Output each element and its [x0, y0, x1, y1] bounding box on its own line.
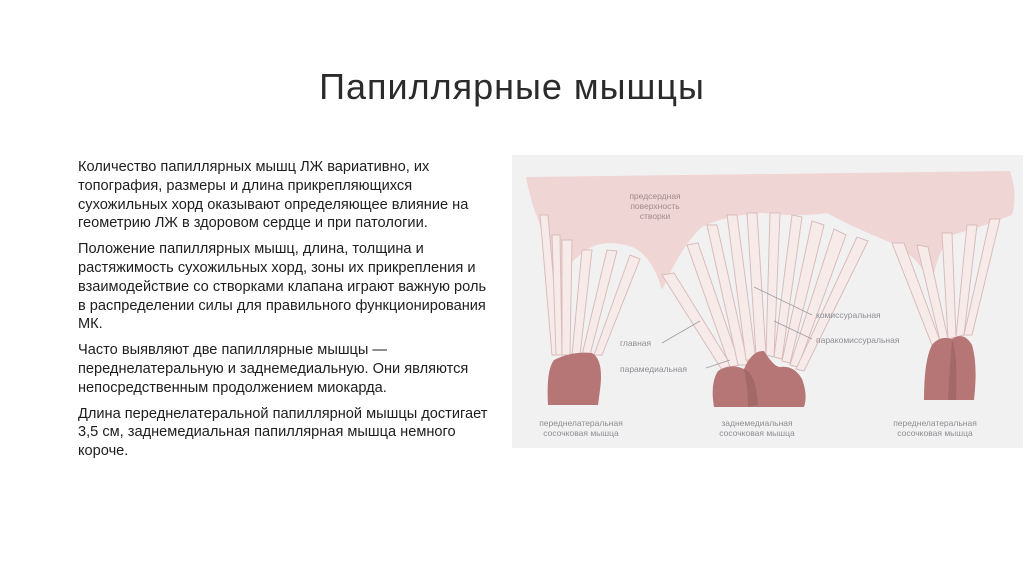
body-text: [78, 158, 496, 468]
label-atrial-surface-line-2: поверхность: [630, 201, 680, 211]
paragraph-3: Часто выявляют две папиллярные мышцы — переднелатеральную и заднемедиальную. Они являются непосредственным продолжением миокарда.: [78, 342, 469, 396]
label-left-muscle-line-1: переднелатеральная: [539, 418, 623, 428]
paragraph-2: Положение папиллярных мышц, длина, толщина и растяжимость сухожильных хорд, зоны их прикрепления и взаимодействие со створками клапана играют важную роль в распределении силы для правильного функционирования МК.: [78, 241, 487, 333]
slide-title: Папиллярные мышцы: [319, 66, 705, 107]
label-commissural: комиссуральная: [816, 310, 881, 320]
label-paramedial: парамедиальная: [620, 364, 688, 374]
label-right-muscle: [870, 418, 1000, 438]
label-center-muscle: [692, 418, 822, 438]
label-main: главная: [620, 338, 652, 348]
label-atrial-surface: [610, 191, 700, 221]
paragraph-1: Количество папиллярных мышц ЛЖ вариативно, их топография, размеры и длина прикрепляющихся сухожильных хорд оказывают определяющее влияние на геометрию ЛЖ в здоровом сердце и при патологии.: [78, 159, 469, 232]
papillary-muscles-illustration: [512, 155, 1023, 448]
label-atrial-surface-line-1: предсердная: [629, 191, 681, 201]
label-center-muscle-line-1: заднемедиальная: [721, 418, 793, 428]
label-right-muscle-line-1: переднелатеральная: [893, 418, 977, 428]
illustration-drawing: [512, 155, 1023, 448]
label-center-muscle-line-2: сосочковая мышца: [719, 428, 795, 438]
label-right-muscle-line-2: сосочковая мышца: [897, 428, 973, 438]
muscle-left: [548, 353, 601, 405]
label-left-muscle-line-2: сосочковая мышца: [543, 428, 619, 438]
label-atrial-surface-line-3: створки: [639, 211, 671, 221]
label-left-muscle: [516, 418, 646, 438]
label-paracommissural: паракомиссуральная: [816, 335, 900, 345]
paragraph-4: Длина переднелатеральной папиллярной мышцы достигает 3,5 см, заднемедиальная папиллярная мышца немного короче.: [78, 405, 488, 460]
